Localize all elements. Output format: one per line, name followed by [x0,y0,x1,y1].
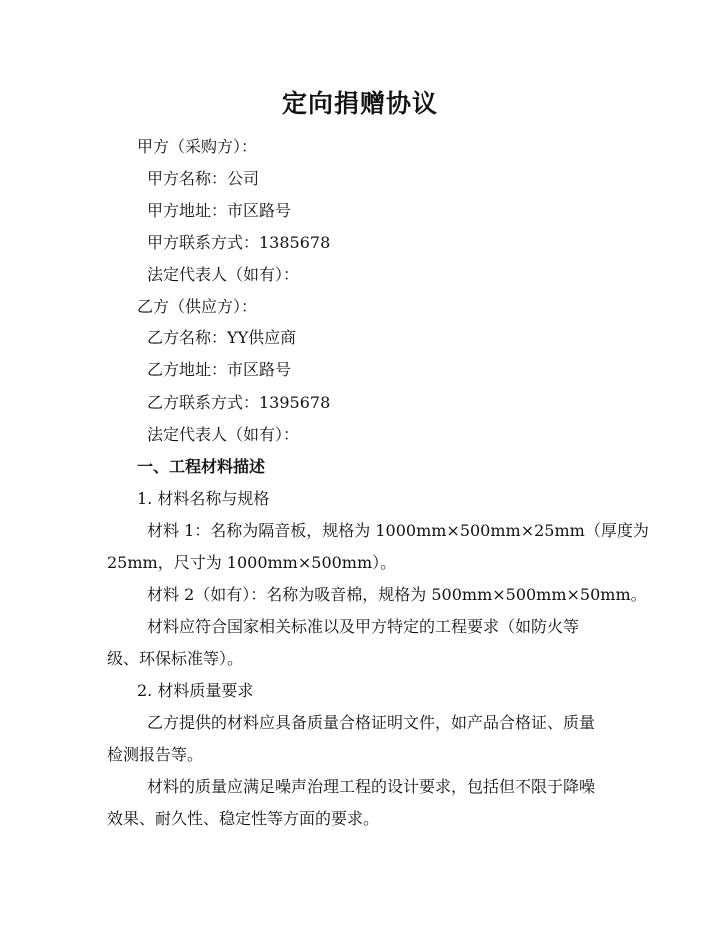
subsection-2-heading: 2. 材料质量要求 [137,681,254,700]
subsection-1-heading: 1. 材料名称与规格 [137,489,270,508]
party-a-representative: 法定代表人（如有）： [147,265,300,284]
party-b-heading: 乙方（供应方）： [137,297,258,316]
quality-line-1: 材料的质量应满足噪声治理工程的设计要求，包括但不限于降噪 [147,777,596,796]
party-a-contact: 甲方联系方式：1385678 [147,233,331,252]
document-title: 定向捐赠协议 [281,89,438,118]
quality-line-2: 效果、耐久性、稳定性等方面的要求。 [107,809,380,828]
standard-line-2: 级、环保标准等）。 [107,649,244,668]
party-b-address: 乙方地址：市区路号 [147,360,292,379]
party-b-contact: 乙方联系方式：1395678 [147,393,331,412]
standard-line-1: 材料应符合国家相关标准以及甲方特定的工程要求（如防火等 [147,617,580,636]
material-1-line-2: 25mm，尺寸为 1000mm×500mm）。 [107,553,397,572]
material-2-line-1: 材料 2（如有）：名称为吸音棉，规格为 500mm×500mm×50mm。 [147,585,647,604]
material-1-line-1: 材料 1：名称为隔音板，规格为 1000mm×500mm×25mm（厚度为 [147,521,649,540]
section-1-heading: 一、工程材料描述 [137,457,266,476]
certificate-line-2: 检测报告等。 [107,745,204,764]
party-a-address: 甲方地址：市区路号 [147,201,292,220]
party-a-name: 甲方名称：公司 [147,169,260,188]
party-b-representative: 法定代表人（如有）： [147,425,300,444]
party-b-name: 乙方名称：YY供应商 [147,328,297,347]
party-a-heading: 甲方（采购方）： [137,137,258,156]
certificate-line-1: 乙方提供的材料应具备质量合格证明文件，如产品合格证、质量 [147,713,596,732]
